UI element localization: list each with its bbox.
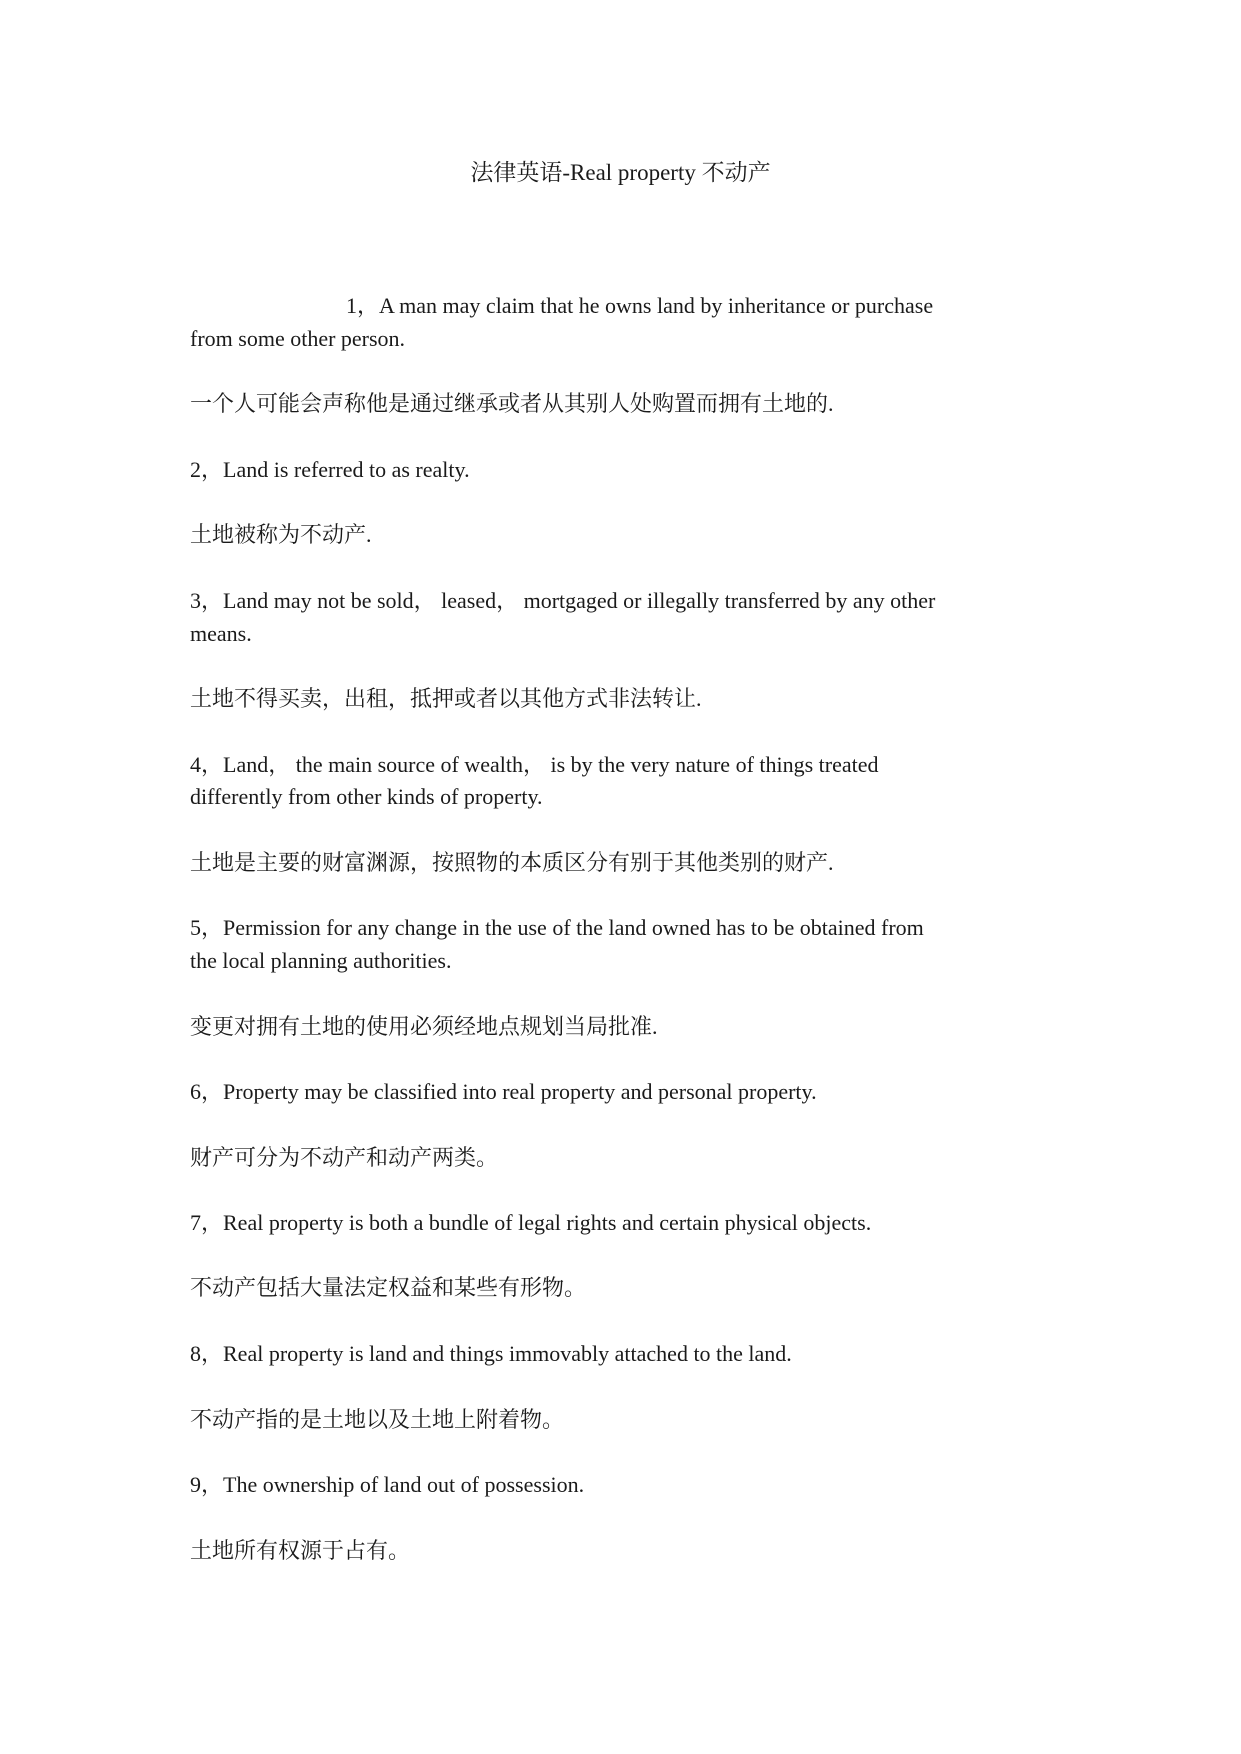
item-7-en-line-1: 7，Real property is both a bundle of legal rights and certain physical objects. [190,1210,872,1235]
item-2-en-line-1: 2，Land is referred to as realty. [190,457,470,482]
item-8-en-line-1: 8，Real property is land and things immovably attached to the land. [190,1341,792,1366]
item-9-en-line-1: 9，The ownership of land out of possession. [190,1472,585,1497]
item-4-zh: 土地是主要的财富渊源，按照物的本质区分有别于其他类别的财产. [190,850,834,875]
item-1-en-line-1: 1，A man may claim that he owns land by inheritance or purchase [346,293,934,318]
item-9-zh: 土地所有权源于占有。 [190,1538,411,1563]
item-3-en-line-1: 3，Land may not be sold， leased， mortgaged or illegally transferred by any other [190,588,936,613]
item-6-zh: 财产可分为不动产和动产两类。 [190,1145,499,1170]
item-1-en-line-2: from some other person. [190,326,406,351]
item-7-zh: 不动产包括大量法定权益和某些有形物。 [190,1275,587,1300]
item-3-zh: 土地不得买卖，出租，抵押或者以其他方式非法转让. [190,686,702,711]
document-title: 法律英语-Real property 不动产 [470,160,771,185]
item-5-zh: 变更对拥有土地的使用必须经地点规划当局批准. [190,1014,658,1039]
item-5-en-line-2: the local planning authorities. [190,948,452,973]
item-8-zh: 不动产指的是土地以及土地上附着物。 [190,1407,565,1432]
item-4-en-line-2: differently from other kinds of property. [190,784,543,809]
item-2-zh: 土地被称为不动产. [190,522,372,547]
item-1-zh: 一个人可能会声称他是通过继承或者从其别人处购置而拥有土地的. [190,391,834,416]
item-5-en-line-1: 5，Permission for any change in the use of the land owned has to be obtained from [190,915,924,940]
item-6-en-line-1: 6，Property may be classified into real property and personal property. [190,1079,817,1104]
item-4-en-line-1: 4，Land， the main source of wealth， is by the very nature of things treated [190,752,879,777]
item-3-en-line-2: means. [190,621,252,646]
